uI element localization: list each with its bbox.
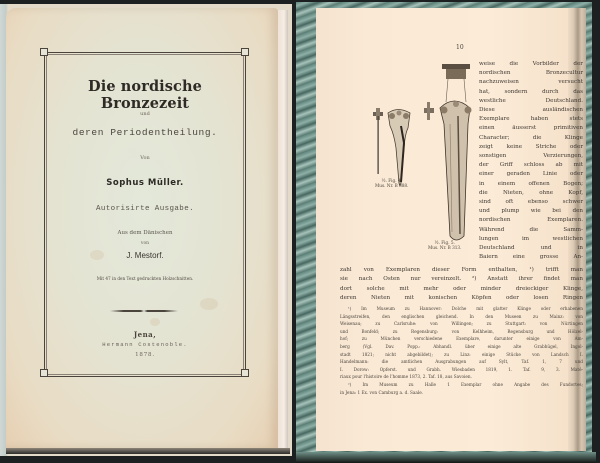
left-bottom-shadow [6,448,290,454]
figure-4-caption: ½. Fig. 4. Mus. Nr. B 888. [375,178,409,188]
book-title: Die nordische Bronzezeit [88,78,202,112]
footnote-line: berg (Vgl. Dav. Popp.: Abhandl. über einige alte Grabhügel, Ingol- [340,343,583,349]
footnote-line: riaux pour l'histoire de l'homme 1873, 2. Taf. 18, aus Savoien. [340,374,472,380]
text-line: sind oft ebenso schwer [479,199,583,206]
text-line: Deutschland und in [479,245,583,252]
text-line: in einem offenen Bogen; [479,180,583,187]
author-name: Sophus Müller. [106,178,184,188]
frame-corner-ornament [40,48,48,56]
text-line: der Griff schloss ab mit [479,162,583,169]
footnotes [340,305,583,396]
footnote-line: in Jena: 1 Ex. von Camburg a. d. Saale. [340,389,424,395]
text-line: westliche Deutschland. [479,97,583,104]
by-label: Von [140,155,150,161]
text-line: die Nieten, ohne Kopf, [479,189,583,196]
translation-source: Aus dem Dänischen [117,230,173,236]
decorative-rule [110,310,178,312]
conjunction: und [140,111,150,117]
translator-name: J. Mestorf. [126,251,164,260]
footnote-line: und Bonfeld; zu Regensburg: von Kelhheim, Regensburg und Hölzel- [340,328,583,334]
text-line: Character; die Klinge [479,134,583,141]
frame-corner-ornament [241,369,249,377]
footnote-line: stadt 1821; nicht abgebildet); zu Linz: einige Stücke von Landsch I. [340,351,583,357]
dagger-fig4-illustration [370,108,420,208]
dagger-fig5-illustration [424,64,480,254]
text-line: sonstigen Verzierungen, [479,153,583,160]
publication-year: 1878. [135,352,155,358]
edition-note: Autorisirte Ausgabe. [95,205,194,213]
book-subtitle: deren Periodentheilung. [72,127,218,138]
footnote-line: hof; zu München verschiedene Exemplare, darunter einige von Am- [340,336,583,342]
frame-corner-ornament [241,48,249,56]
text-line: deren Nieten mit konischen Köpfen oder losen Ringen [340,294,583,301]
text-line: nordischen Exemplaren. [479,217,583,224]
text-line: und plump wie bei den [479,208,583,215]
text-line: hat, sondern durch das [479,88,583,95]
text-line: Diese ausländischen [479,107,583,114]
publication-place: Jena, [133,330,157,339]
text-line: zeigt keine Striche oder [479,143,583,150]
footnote-line: ¹) Im Museum zu Hannover: Dolche mit glatter Klinge oder erhabenen [348,306,583,311]
figure-5-caption: ½. Fig. 5. Mus. Nr. B 313. [428,240,462,250]
right-bottom-board [296,452,596,463]
illustrations-note: Mit 47 in den Text gedruckten Holzschnitten. [96,276,194,281]
text-line: lungen im westlichen [479,235,583,242]
text-line: nachzuweisen versucht [479,79,583,86]
text-line: weise die Vorbilder der [479,61,583,67]
translator-prefix: von [140,241,150,246]
text-line: nordischen Bronzecultur [479,70,583,77]
left-page-edge [278,10,288,450]
text-line: dort solche mit mehr oder minder dreieckiger Klinge, [340,285,583,292]
text-line: sie nach Osten nur vereinzelt. ²) Anstatt ihrer findet man [340,276,583,283]
publisher-name: Hermann Costenoble. [102,341,188,348]
frame-corner-ornament [40,369,48,377]
page-number: 10 [456,44,464,51]
text-line: Baiern eine grosse An- [479,254,583,261]
text-line: zahl von Exemplaren dieser Form enthalten, ¹) trifft man [340,267,583,273]
footnote-line: Weisenau; zu Carlsruhe: von Willingen; zu Stuttgart: von Nürtingen [340,321,583,327]
footnote-line: Handelmann: die amtlichen Ausgrabungen auf Sylt, Taf. 1, 7 und [340,359,583,365]
text-line: Während die Samm- [479,226,583,233]
text-line: einer geraden Linie oder [479,171,583,178]
footnote-line: ²) Im Museum zu Halle 1 Exemplar ohne Angabe des Fundortes; [348,381,583,387]
text-line: einen äusserst primitiven [479,125,583,132]
text-line: Exemplare haben stets [479,116,583,123]
footnote-line: I. Dorow: Opferst. und Grabh. Wiesbaden 1819, 1. Taf. 9, 3. Maté- [340,366,583,372]
footnote-line: Längsstreifen, den englischen gleichend. In den Museen zu Mainz: von [340,313,583,319]
body-text-column [479,60,583,262]
body-text-full-width [340,266,583,303]
